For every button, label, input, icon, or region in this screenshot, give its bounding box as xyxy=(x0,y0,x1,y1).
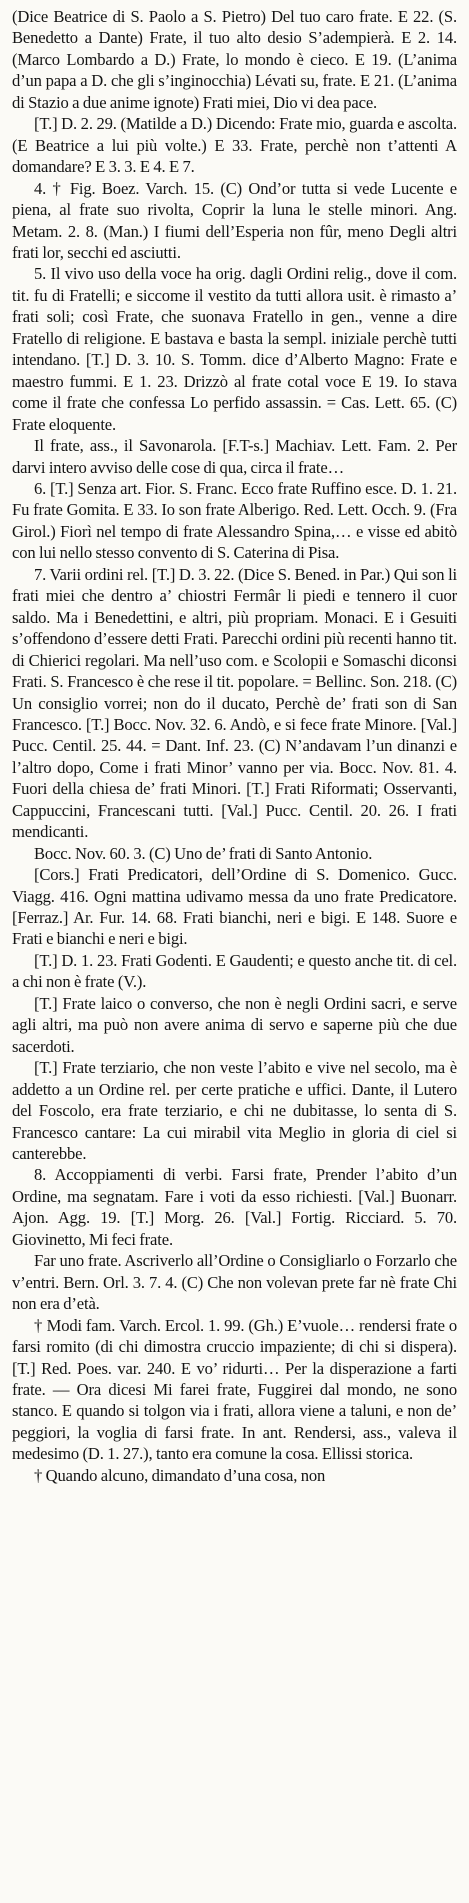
entry-paragraph: [T.] Frate laico o converso, che non è negli Ordini sacri, e serve agli altri, ma può non avere anima di servo e saperne più che due sacerdoti. xyxy=(12,993,457,1056)
entry-paragraph: † Quando alcuno, dimandato d’una cosa, non xyxy=(34,1465,326,1485)
entry-paragraph: [T.] Frate terziario, che non veste l’abito e vive nel secolo, ma è addetto a un Ordine rel. per certe pratiche e uffici. Dante, il Lutero del Foscolo, era frate terziario, e chi ne dubitasse, lo senta di S. Francesco cantare: La cui mirabil vita Meglio in gloria di ciel si canterebbe. xyxy=(12,1058,457,1164)
entry-paragraph: 8. Accoppiamenti di verbi. Farsi frate, Prender l’abito d’un Ordine, ma segnatam. Fare i voti da esso richiesti. [Val.] Buonarr. Ajon. Agg. 19. [T.] Morg. 26. [Val.] Fortig. Ricciard. 5. 70. Giovinetto, Mi feci frate. xyxy=(12,1165,457,1249)
entry-paragraph: [Cors.] Frati Predicatori, dell’Ordine di S. Domenico. Gucc. Viagg. 416. Ogni mattina udivamo messa da uno frate Predicatore. [Ferraz.] Ar. Fur. 14. 68. Frati bianchi, neri e bigi. E 148. Suore e Frati e bianchi e neri e bigi. xyxy=(12,865,457,949)
entry-paragraph: 6. [T.] Senza art. Fior. S. Franc. Ecco frate Ruffino esce. D. 1. 21. Fu frate Gomita. E 33. Io son frate Alberigo. Red. Lett. Occh. 9. (Fra Girol.) Fiorì nel tempo di frate Alessandro Spina,… e visse ed abitò con lui nello stesso convento di S. Caterina di Pisa. xyxy=(12,478,457,563)
entry-paragraph: [T.] D. 1. 23. Frati Godenti. E Gaudenti; e questo anche tit. di cel. a chi non è frate (V.). xyxy=(12,950,457,992)
entry-paragraph: Bocc. Nov. 60. 3. (C) Uno de’ frati di Santo Antonio. xyxy=(34,843,373,863)
entry-paragraph: [T.] D. 2. 29. (Matilde a D.) Dicendo: Frate mio, guarda e ascolta. (E Beatrice a lui più volte.) E 33. Frate, perchè non t’attenti A domandare? E 3. 3. E 4. E 7. xyxy=(12,114,457,177)
entry-paragraph: 4. † Fig. Boez. Varch. 15. (C) Ond’or tutta si vede Lucente e piena, al frate suo rivolta, Coprir la luna le stelle minori. Ang. Metam. 2. 8. (Man.) I fiumi dell’Esperia non fûr, meno Degli altri frati lor, secchi ed asciutti. xyxy=(12,178,457,262)
entry-paragraph: (Dice Beatrice di S. Paolo a S. Pietro) Del tuo caro frate. E 22. (S. Benedetto a Dante) Frate, il tuo alto desio S’adempierà. E 2. 14. (Marco Lombardo a D.) Frate, lo mondo è cieco. E 19. (L’anima d’un papa a D. che gli s’inginocchia) Lévati su, frate. E 21. (L’anima di Stazio a due anime ignote) Frati miei, Dio vi dea pace. xyxy=(12,7,457,112)
entry-paragraph: Il frate, ass., il Savonarola. [F.T-s.] Machiav. Lett. Fam. 2. Per darvi intero avviso delle cose di qua, circa il frate… xyxy=(12,436,457,477)
entry-paragraph: 5. Il vivo uso della voce ha orig. dagli Ordini relig., dove il com. tit. fu di Fratelli; e siccome il vestito da tutti allora usit. è rimasto a’ frati soli; così Frate, che suonava Fratello in gen., venne a dire Fratello di religione. E bastava e basta la sempl. iniziale perchè tutti intendano. [T.] D. 3. 10. S. Tomm. dice d’Alberto Magno: Frate e maestro fummi. E 1. 23. Drizzò al frate cotal voce E 19. Io stava come il frate che confessa Lo perfido assassin. = Cas. Lett. 65. (C) Frate eloquente. xyxy=(12,264,457,434)
entry-paragraph: Far uno frate. Ascriverlo all’Ordine o Consigliarlo o Forzarlo che v’entri. Bern. Orl. 3. 7. 4. (C) Che non volevan prete far nè frate Chi non era d’età. xyxy=(12,1251,457,1314)
entry-paragraph: † Modi fam. Varch. Ercol. 1. 99. (Gh.) E’vuole… rendersi frate o farsi romito (di chi dimostra cruccio impaziente; di chi si dispera). [T.] Red. Poes. var. 240. E vo’ ridurti… Per la disperazione a farti frate. — Ora dicesi Mi farei frate, Fuggirei dal mondo, ne sono stanco. E quando si tolgon via i frati, allora viene a taluni, e non de’ peggiori, la voglia di farsi frate. In ant. Rendersi, ass., valeva il medesimo (D. 1. 27.), tanto era comune la cosa. Ellissi storica. xyxy=(12,1315,457,1464)
entry-paragraph: 7. Varii ordini rel. [T.] D. 3. 22. (Dice S. Bened. in Par.) Qui son li frati miei che dentro a’ chiostri Fermâr li piedi e tennero il cuor saldo. Ma i Benedettini, e altri, più propriam. Monaci. E i Gesuiti s’offendono d’essere detti Frati. Parecchi ordini più recenti hanno tit. di Chierici regolari. Ma nell’uso com. e Scolopii e Somaschi diconsi Frati. S. Francesco è che rese il tit. popolare. = Bellinc. Son. 218. (C) Un consiglio vorrei; non do il ducato, Perchè de’ frati son di San Francesco. [T.] Bocc. Nov. 32. 6. Andò, e si fece frate Minore. [Val.] Pucc. Centil. 25. 44. = Dant. Inf. 23. (C) N’andavam l’un dinanzi e l’altro dopo, Come i frati Minor’ vanno per via. Bocc. Nov. 81. 4. Fuori della chiesa de’ frati Minori. [T.] Frati Riformati; Osservanti, Cappuccini, Francescani tutti. [Val.] Pucc. Centil. 20. 26. I frati mendicanti. xyxy=(12,564,457,842)
